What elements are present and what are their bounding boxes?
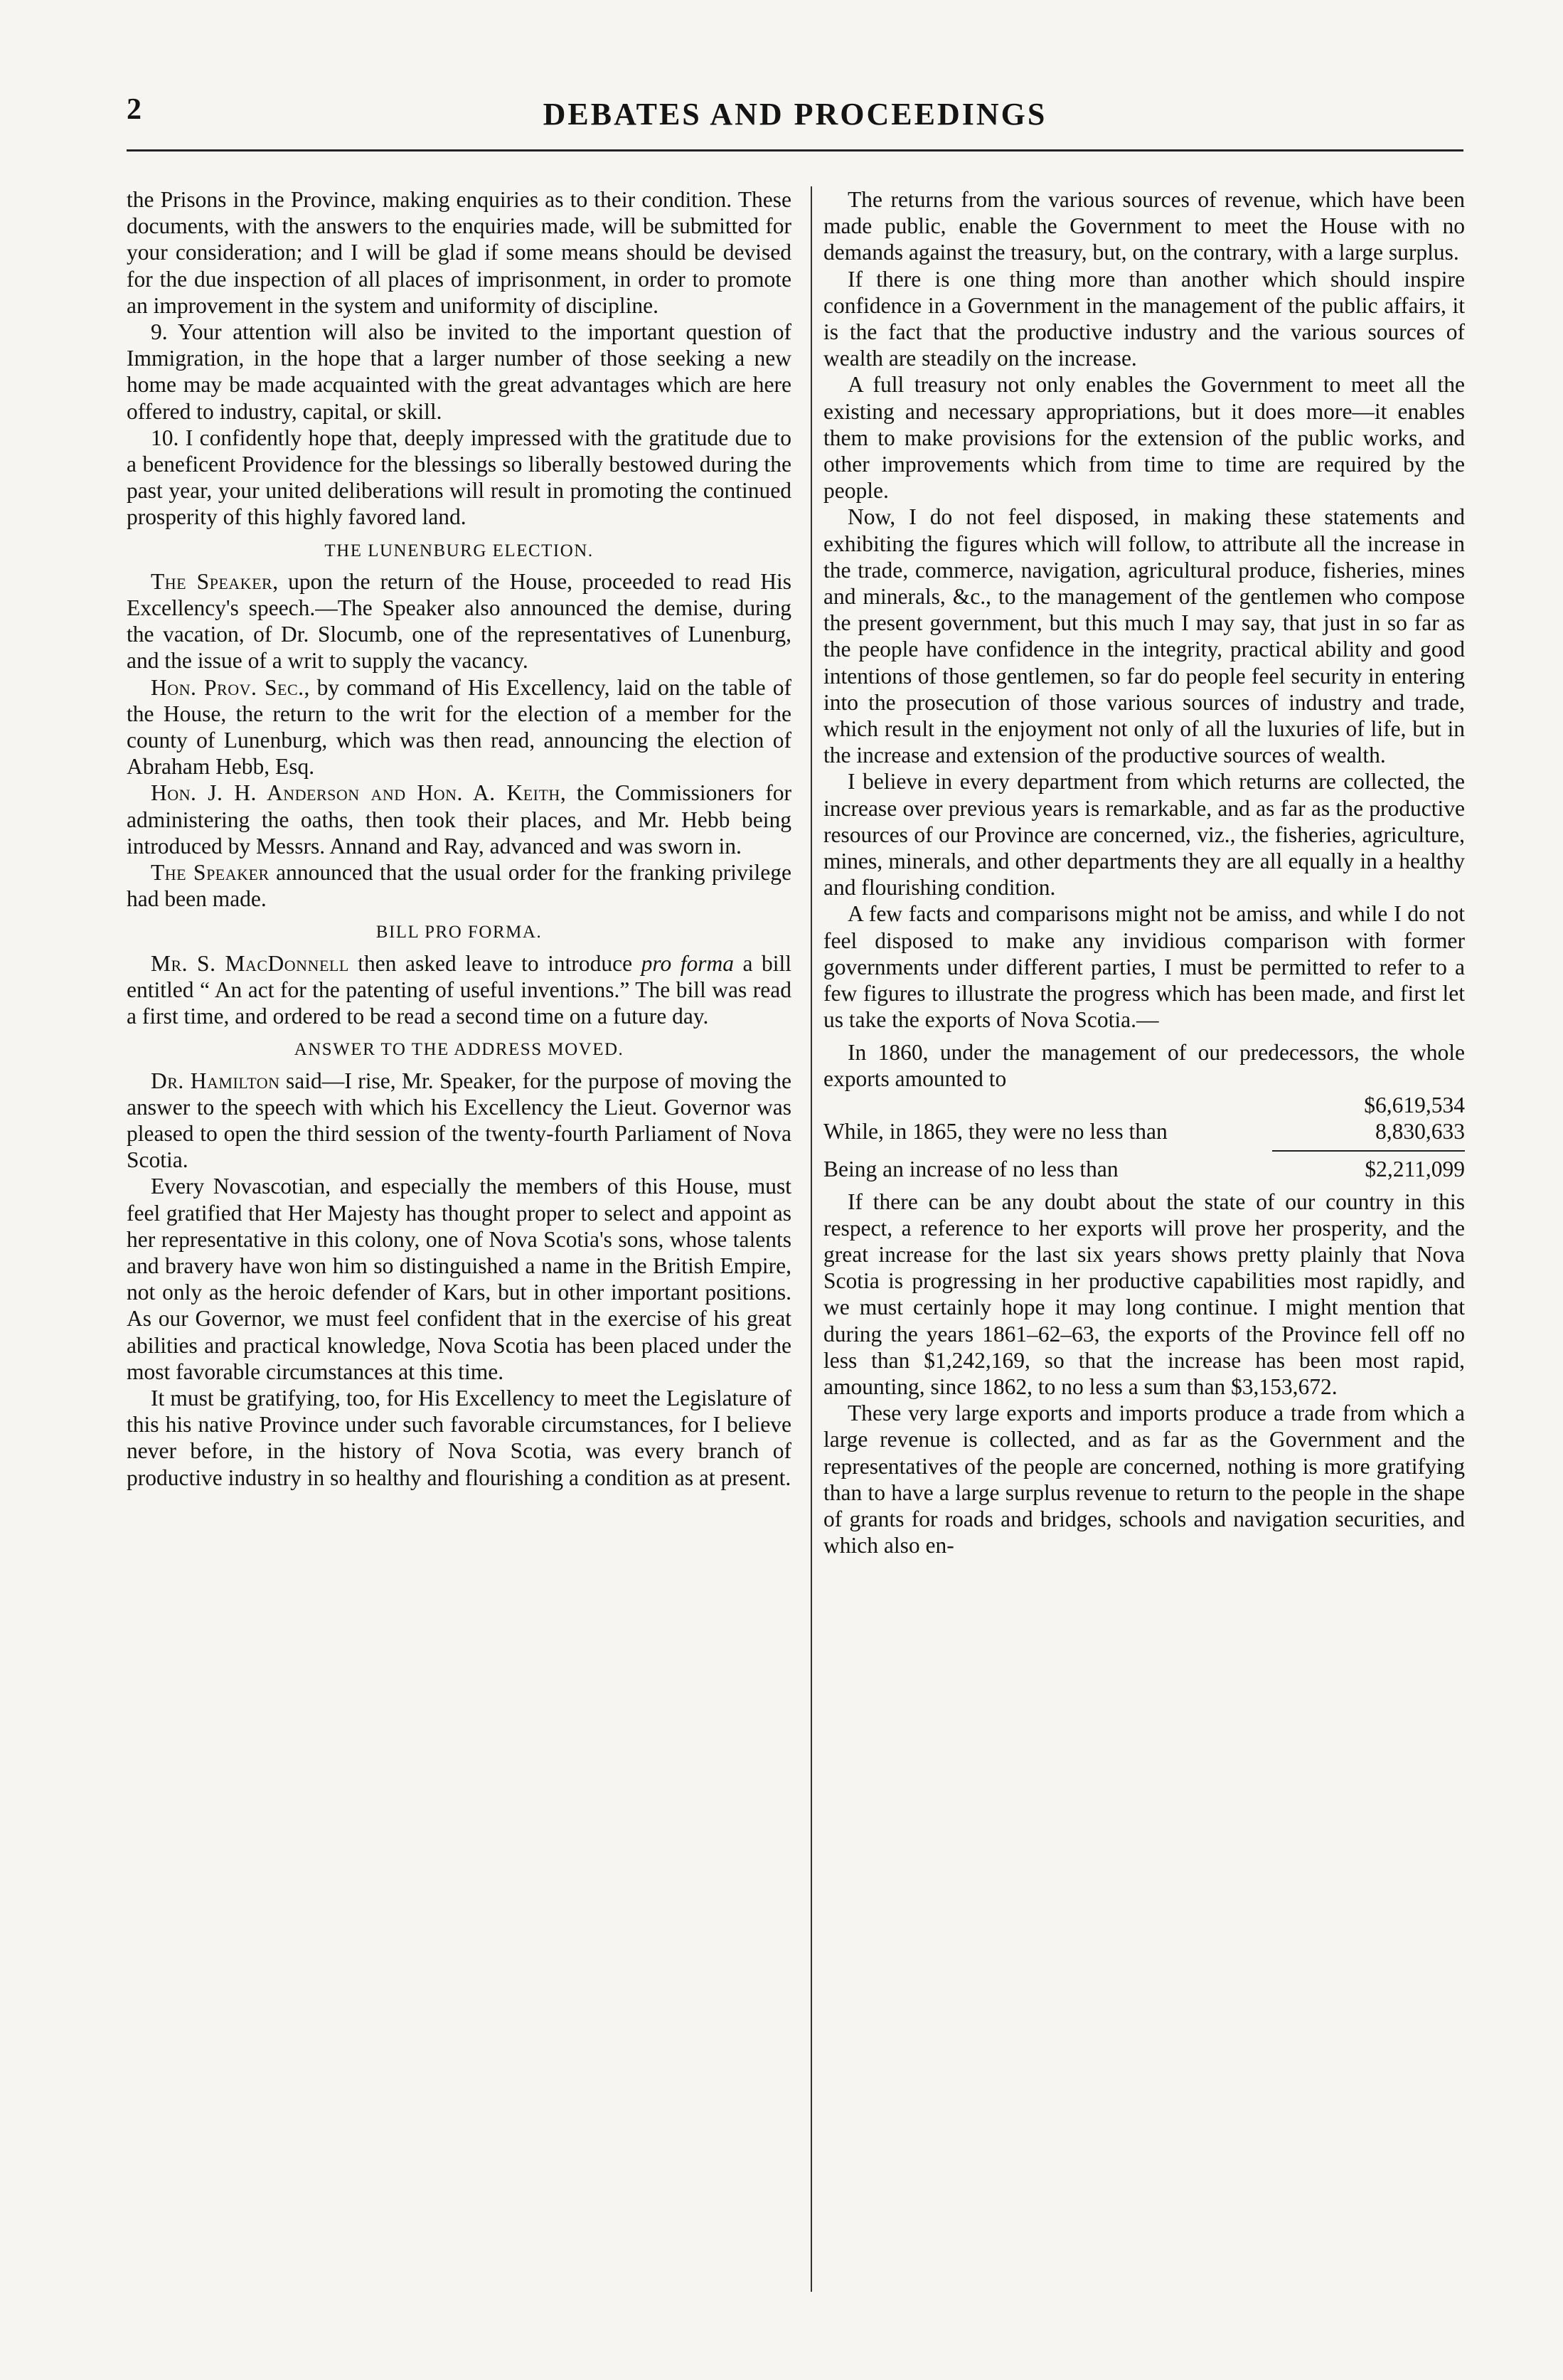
speaker-name: Hon. Prov. Sec. — [151, 674, 304, 700]
ledger-row — [823, 1156, 1465, 1182]
paragraph-text: said—I rise, Mr. Speaker, for the purpose of moving the answer to the speech with which his Excellency the Lieut. Governor was pleased to open the third session of the twenty-fourth Parliament of Nova Scotia. — [127, 1068, 791, 1173]
running-title: DEBATES AND PROCEEDINGS — [543, 96, 1047, 132]
paragraph: A full treasury not only enables the Government to meet all the existing and necessary appropriations, but it does more—it enables them to make provisions for the extension of the public works, and other improvements which from time to time are required by the people. — [823, 372, 1465, 504]
right-column — [823, 186, 1465, 1558]
left-column — [127, 186, 791, 1491]
paragraph-text: , upon the return of the House, proceeded to read His Excellency's speech.—The Speaker also announced the demise, during the vacation, of Dr. Slocumb, one of the representatives of Lunenburg, and the issue of a writ to supply the vacancy. — [127, 568, 791, 674]
paragraph: Now, I do not feel disposed, in making these statements and exhibiting the figures which will follow, to attribute all the increase in the trade, commerce, navigation, agricultural produce, fisheries, mines and minerals, &c., to the management of the gentlemen who compose the present government, but this much I may say, that just in so far as the people have confidence in the integrity, practical ability and good intentions of those gentlemen, so far do people feel security in entering into the prosecution of those various sources of industry and trade, which result in the enjoyment not only of all the luxuries of life, but in the increase and extension of the productive sources of wealth. — [823, 504, 1465, 768]
ledger-amount: $2,211,099 — [1365, 1157, 1465, 1182]
paragraph — [127, 859, 791, 912]
paragraph: These very large exports and imports produce a trade from which a large revenue is collected, and as far as the Government and the representatives of the people are concerned, nothing is more gratifying than to have a large surplus revenue to return to the people in the shape of grants for roads and bridges, schools and navigation securities, and which also en- — [823, 1401, 1465, 1558]
page-number: 2 — [127, 93, 142, 126]
speaker-name: Mr. S. MacDonnell — [151, 950, 349, 976]
paragraph: If there is one thing more than another which should inspire confidence in a Government in the management of the public affairs, it is the fact that the productive industry and the various sources of wealth are steadily on the increase. — [823, 266, 1465, 371]
paragraph: A few facts and comparisons might not be amiss, and while I do not feel disposed to make any invidious comparison with former governments under different parties, I must be permitted to refer to a few figures to illustrate the progress which has been made, and first let us take the exports of Nova Scotia.— — [823, 901, 1465, 1033]
paragraph: I believe in every department from which returns are collected, the increase over previous years is remarkable, and as far as the productive resources of our Province are concerned, viz., the fisheries, agriculture, mines, minerals, and other departments they are all equally in a healthy and flourishing condition. — [823, 769, 1465, 901]
paragraph-text: then asked leave to introduce — [348, 950, 641, 976]
section-heading: ANSWER TO THE ADDRESS MOVED. — [294, 1040, 624, 1060]
paragraph — [127, 1068, 791, 1174]
paragraph: The returns from the various sources of revenue, which have been made public, enable the Government to meet the House with no demands against the treasury, but, on the contrary, with a large surplus. — [823, 187, 1465, 265]
ledger-row — [823, 1092, 1465, 1118]
ledger-amount: $6,619,534 — [1364, 1092, 1465, 1117]
paragraph: the Prisons in the Province, making enquiries as to their condition. These documents, with the answers to the enquiries made, will be submitted for your consideration; and I will be glad if some means should be devised for the due inspection of all places of imprisonment, in order to promote an improvement in the system and uniformity of discipline. — [127, 187, 791, 318]
italic-term: pro forma — [641, 950, 734, 976]
paragraph: Every Novascotian, and especially the members of this House, must feel gratified that Her Majesty has thought proper to select and appoint as her representative in this colony, one of Nova Scotia's sons, whose talents and bravery have won him so distinguished a name in the British Empire, not only as the heroic defender of Kars, but in other important positions. As our Governor, we must feel confident that in the exercise of his great abilities and practical knowledge, Nova Scotia has been placed under the most favorable circumstances at this time. — [127, 1174, 791, 1384]
paragraph-text: a bill entitled “ An act for the patenting of useful inventions.” The bill was read a first time, and ordered to be read a second time on a future day. — [127, 950, 791, 1029]
speaker-name: The Speaker — [151, 568, 273, 594]
paragraph — [127, 780, 791, 859]
ledger-label: While, in 1865, they were no less than — [823, 1119, 1168, 1144]
section-heading: BILL PRO FORMA. — [375, 923, 543, 942]
ledger-line: In 1860, under the management of our predecessors, the whole exports amounted to — [823, 1039, 1465, 1091]
ledger-row — [823, 1118, 1465, 1144]
paragraph — [127, 950, 791, 1030]
ledger-label: Being an increase of no less than — [823, 1157, 1119, 1182]
paragraph: If there can be any doubt about the state of our country in this respect, a reference to her exports will prove her prosperity, and the great increase for the last six years shows pretty plainly that Nova Scotia is progressing in her productive capabilities most rapidly, and we must certainly hope it may long continue. I might mention that during the years 1861–62–63, the exports of the Province fell off no less than $1,242,169, so that the increase has been most rapid, amounting, since 1862, to no less a sum than $3,153,672. — [823, 1189, 1465, 1399]
paragraph: 10. I confidently hope that, deeply impressed with the gratitude due to a beneficent Providence for the blessings so liberally bestowed during the past year, your united deliberations will result in promoting the continued prosperity of this highly favored land. — [127, 425, 791, 530]
paragraph-text: , by command of His Excellency, laid on the table of the House, the return to the writ for the election of a member for the county of Lunenburg, which was then read, announcing the election of Abraham Hebb, Esq. — [127, 674, 792, 780]
speaker-name: The Speaker — [151, 860, 270, 886]
paragraph: 9. Your attention will also be invited to the important question of Immigration, in the hope that a larger number of those seeking a new home may be made acquainted with the great advantages which are here offered to industry, capital, or skill. — [127, 319, 791, 424]
page-header — [127, 92, 1463, 135]
section-heading: THE LUNENBURG ELECTION. — [324, 541, 594, 561]
paragraph: It must be gratifying, too, for His Excellency to meet the Legislature of this his native Province under such favorable circumstances, for I believe never before, in the history of Nova Scotia, was every branch of productive industry in so healthy and flourishing a condition as at present. — [127, 1385, 791, 1490]
column-divider — [811, 186, 812, 2292]
ledger-amount: 8,830,633 — [1375, 1119, 1465, 1144]
paragraph-text: , the Commissioners for administering the oaths, then took their places, and Mr. Hebb being introduced by Messrs. Annand and Ray, advanced and was sworn in. — [127, 780, 791, 859]
paragraph — [127, 568, 791, 674]
paragraph — [127, 674, 791, 780]
exports-ledger — [823, 1039, 1465, 1183]
speaker-name: Hon. J. H. Anderson and Hon. A. Keith — [151, 780, 560, 806]
paragraph-text: announced that the usual order for the franking privilege had been made. — [127, 860, 791, 912]
ledger-rule — [1272, 1150, 1465, 1152]
header-rule — [127, 149, 1463, 152]
speaker-name: Dr. Hamilton — [151, 1068, 280, 1093]
